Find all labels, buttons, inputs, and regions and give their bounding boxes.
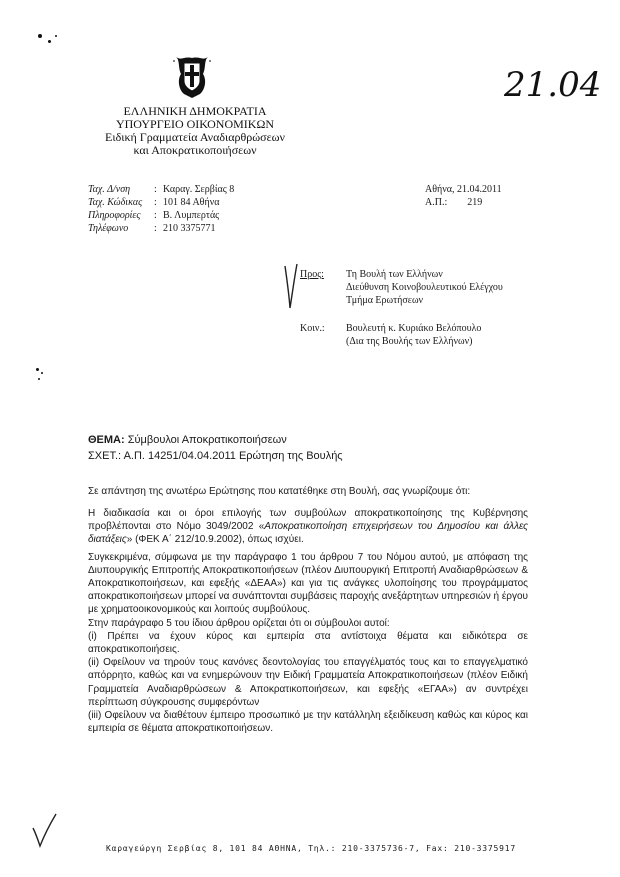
protocol-number: 219 (467, 197, 483, 208)
cc-label: Κοιν.: (300, 323, 325, 334)
paragraph-4: (i) Πρέπει να έχουν κύρος και εμπειρία στα αντίστοιχα θέματα και ειδικότερα σε αποκρατικοποιήσεις. (88, 630, 528, 656)
paragraph-3: Στην παράγραφο 5 του ίδιου άρθρου ορίζεται ότι οι σύμβουλοι αυτοί: (88, 617, 390, 629)
sender-key: Πληροφορίες (88, 210, 141, 221)
recipient-line (300, 268, 503, 281)
subject-block (88, 432, 343, 464)
letter-body (88, 507, 528, 735)
header-secretariat-2: και Αποκρατικοποιήσεων (133, 143, 257, 157)
header-country: ΕΛΛΗΝΙΚΗ ΔΗΜΟΚΡΑΤΙΑ (123, 104, 267, 118)
scan-speck (38, 34, 42, 38)
scan-speck (36, 368, 39, 371)
scan-speck (48, 40, 51, 43)
handwritten-margin-mark-icon (28, 812, 58, 848)
to-label: Προς: (300, 269, 324, 280)
sender-key: Ταχ. Δ/νση (88, 184, 131, 195)
handwritten-check-mark-icon (282, 262, 300, 312)
cc-text: (Δια της Βουλής των Ελλήνων) (346, 336, 473, 347)
cc-text: Βουλευτή κ. Κυριάκο Βελόπουλο (346, 323, 482, 334)
sender-value: 210 3375771 (163, 223, 216, 234)
greek-coat-of-arms-icon (172, 54, 212, 100)
paragraph-2: Συγκεκριμένα, σύμφωνα με την παράγραφο 1 του άρθρου 7 του Νόμου αυτού, με απόφαση της Διυπουργικής Επιτροπής Αποκρατικοποιήσεων (πλέον Διυπουργική Επιτροπή Αναδιαρθρώσεων & Αποκρατικοποιήσεων, και εφεξής «ΔΕΑΑ») και για τις ανάγκες υλοποίησης του προγράμματος αποκρατικοποιήσεων μπορεί να συνάπτονται συμβάσεις παροχής ανεξάρτητων υπηρεσιών ή έργου με χρηματοοικονομικούς και λοιπούς συμβούλους. (88, 551, 528, 616)
subject-label: ΘΕΜΑ: (88, 434, 125, 446)
paragraph-text: Η διαδικασία και οι όροι επιλογής των συμβούλων αποκρατικοποίησης της Κυβέρνησης προβλέπονται στο Νόμο 3049/2002 « (88, 508, 528, 533)
sender-value: Καραγ. Σερβίας 8 (163, 184, 235, 195)
reference-text: Α.Π. 14251/04.04.2011 Ερώτηση της Βουλής (123, 450, 343, 462)
paragraph-5: (ii) Οφείλουν να τηρούν τους κανόνες δεοντολογίας του επαγγέλματός τους και το επαγγελματικό απόρρητο, καθώς και να ενημερώνουν την Ειδική Γραμματεία Αποκρατικοποιήσεων (πλέον Ειδική Γραμματεία Αναδιαρθρώσεων & Αποκρατικοποιήσεων, και εφεξής «ΕΓΑΑ») αν συντρέχει περίπτωση σύγκρουσης συμφερόντων (88, 657, 528, 708)
paragraph-text: » (ΦΕΚ Α΄ 212/10.9.2002), όπως ισχύει. (126, 534, 304, 546)
sender-value: 101 84 Αθήνα (163, 197, 220, 208)
date-protocol-block (425, 183, 502, 209)
intro-sentence: Σε απάντηση της ανωτέρω Ερώτησης που κατατέθηκε στη Βουλή, σας γνωρίζουμε ότι: (88, 486, 471, 497)
recipient-text: Διεύθυνση Κοινοβουλευτικού Ελέγχου (346, 282, 503, 293)
recipient-block (300, 268, 503, 307)
handwritten-number (500, 58, 602, 108)
date-line: Αθήνα, 21.04.2011 (425, 184, 502, 195)
paragraph-1 (88, 507, 528, 547)
protocol-label: Α.Π.: (425, 197, 448, 208)
handwritten-number-text: 21.04 (504, 65, 602, 105)
law-title: Αποκρατικοποίηση επιχειρήσεων του Δημοσίου και άλλες διατάξεις (88, 521, 528, 546)
sender-key: Ταχ. Κώδικας (88, 197, 143, 208)
footer-address: Καραγεώργη Σερβίας 8, 101 84 ΑΘΗΝΑ, Τηλ.: 210-3375736-7, Fax: 210-3375917 (106, 844, 516, 853)
subject-text: Σύμβουλοι Αποκρατικοποιήσεων (127, 434, 287, 446)
subject-line (88, 432, 343, 448)
scan-speck (41, 372, 43, 374)
cc-line (300, 322, 481, 335)
recipient-text: Τη Βουλή των Ελλήνων (346, 269, 443, 280)
recipient-line (300, 294, 503, 307)
recipient-text: Τμήμα Ερωτήσεων (346, 295, 424, 306)
sender-row: Πληροφορίες : Β. Λυμπερτάς (88, 210, 220, 221)
reference-line (88, 448, 343, 464)
scan-speck (55, 35, 57, 37)
scan-speck (38, 378, 40, 380)
cc-block (300, 322, 481, 348)
paragraph-6: (iii) Οφείλουν να διαθέτουν έμπειρο προσωπικό με την κατάλληλη εξειδίκευση καθώς και κύρος και εμπειρία σε θέματα αποκρατικοποιήσεων. (88, 710, 528, 735)
header-ministry: ΥΠΟΥΡΓΕΙΟ ΟΙΚΟΝΟΜΙΚΩΝ (115, 117, 275, 131)
header-secretariat: Ειδική Γραμματεία Αναδιαρθρώσεων (105, 130, 285, 144)
sender-details (88, 183, 234, 235)
sender-value: Β. Λυμπερτάς (163, 210, 220, 221)
sender-row: Τηλέφωνο : 210 3375771 (88, 223, 216, 234)
recipient-line (300, 281, 503, 294)
sender-key: Τηλέφωνο (88, 223, 129, 234)
sender-row: Ταχ. Δ/νση : Καραγ. Σερβίας 8 (88, 184, 235, 195)
cc-line (300, 335, 481, 348)
sender-row: Ταχ. Κώδικας : 101 84 Αθήνα (88, 197, 220, 208)
protocol-line (425, 196, 502, 209)
reference-label: ΣΧΕΤ.: (88, 450, 122, 462)
